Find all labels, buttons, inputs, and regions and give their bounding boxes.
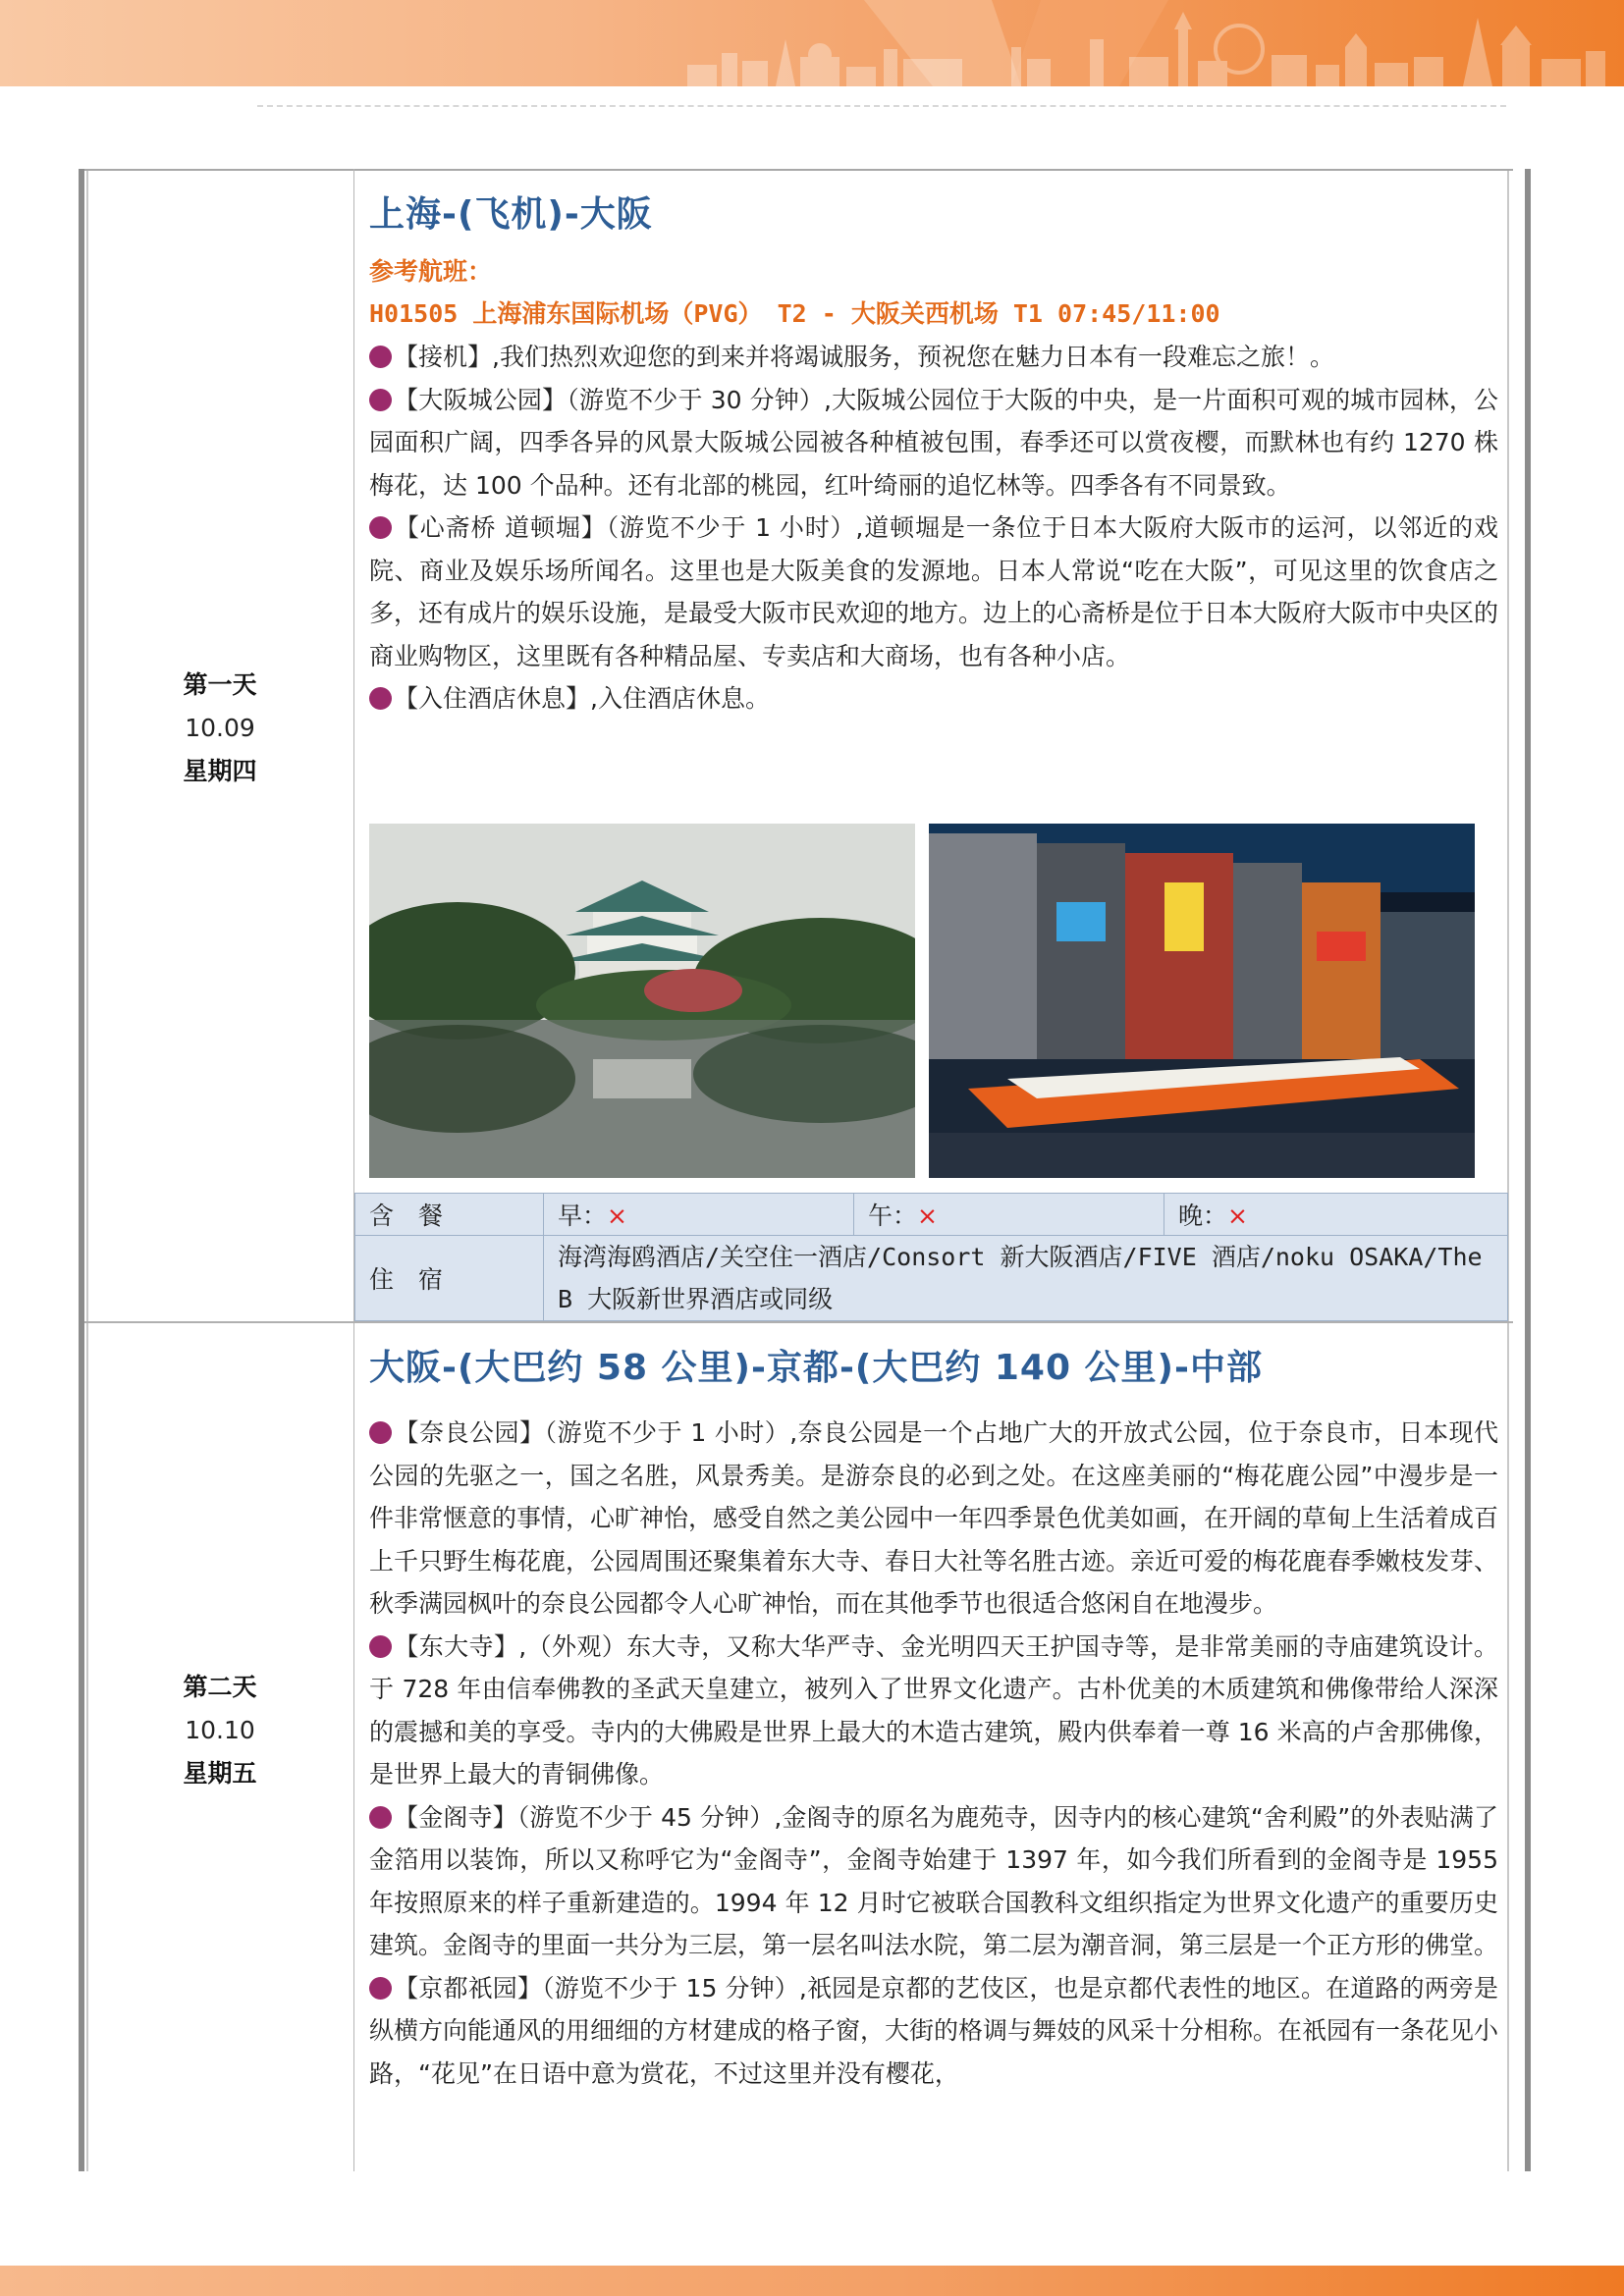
day2-label: [88, 1666, 352, 1795]
column-divider: [353, 169, 354, 2171]
lunch-cell: 午：×: [854, 1194, 1164, 1236]
day1-weekday: 星期四: [183, 757, 257, 785]
ref-flight-label: 参考航班：: [369, 257, 493, 286]
flight-info: H01505 上海浦东国际机场（PVG） T2 - 大阪关西机场 T1 07:45/11:00: [369, 299, 1220, 328]
meal-hotel-table: [354, 1193, 1508, 1321]
breakfast-cell: 早：×: [544, 1194, 854, 1236]
bullet-icon: [369, 389, 392, 411]
day1-label: [88, 664, 352, 793]
header-divider: [257, 105, 1506, 107]
frame-inner-line: [1507, 169, 1509, 2171]
day2-item-todaiji: 【东大寺】,（外观）东大寺，又称大华严寺、金光明四天王护国寺等，是非常美丽的寺庙建筑设计。于 728 年由信奉佛教的圣武天皇建立，被列入了世界文化遗产。古朴优美的木质建筑和佛像带给人深深的震撼和美的享受。寺内的大佛殿是世界上最大的木造古建筑，殿内供奉着一尊 16 米高的卢舍那佛像，是世界上最大的青铜佛像。: [369, 1631, 1498, 1789]
bullet-icon: [369, 1421, 392, 1444]
city-skyline-decoration: [0, 0, 1624, 86]
day2-date: 10.10: [185, 1716, 255, 1744]
meals-label: 含 餐: [355, 1194, 544, 1236]
day2-content: [369, 1335, 1498, 2167]
cross-icon: ×: [607, 1201, 627, 1230]
hotel-value: 海湾海鸥酒店/关空住一酒店/Consort 新大阪酒店/FIVE 酒店/noku OSAKA/The B 大阪新世界酒店或同级: [544, 1236, 1508, 1321]
hotel-row: [355, 1236, 1508, 1321]
day1-item-hotel: 【入住酒店休息】,入住酒店休息。: [369, 677, 1498, 721]
day2-title: 大阪-(大巴约 58 公里)-京都-(大巴约 140 公里)-中部: [369, 1348, 1263, 1388]
day1-content: [369, 183, 1498, 721]
table-top-border: [84, 169, 1513, 171]
dotonbori-photo: [929, 824, 1475, 1178]
day1-title: 上海-(飞机)-大阪: [369, 194, 653, 235]
bullet-icon: [369, 1977, 392, 2000]
row-divider: [84, 1321, 1513, 1323]
footer-band: [0, 2266, 1624, 2296]
cross-icon: ×: [917, 1201, 938, 1230]
bullet-icon: [369, 516, 392, 539]
day1-item-osaka-castle: 【大阪城公园】（游览不少于 30 分钟）,大阪城公园位于大阪的中央，是一片面积可观的城市园林，公园面积广阔，四季各异的风景大阪城公园被各种植被包围，春季还可以赏夜樱，而默林也有约 1270 株梅花，达 100 个品种。还有北部的桃园，红叶绮丽的追忆林等。四季各有不同景致。: [369, 385, 1498, 500]
day2-item-gion: 【京都祇园】（游览不少于 15 分钟）,祇园是京都的艺伎区，也是京都代表性的地区。在道路的两旁是纵横方向能通风的用细细的方材建成的格子窗，大街的格调与舞妓的风采十分相称。在祇园有一条花见小路，“花见”在日语中意为赏花，不过这里并没有樱花，: [369, 1973, 1498, 2088]
day1-photos: [369, 824, 1475, 1178]
day2-item-nara-park: 【奈良公园】（游览不少于 1 小时）,奈良公园是一个占地广大的开放式公园，位于奈良市，日本现代公园的先驱之一，国之名胜，风景秀美。是游奈良的必到之处。在这座美丽的“梅花鹿公园”中漫步是一件非常惬意的事情，心旷神怡，感受自然之美公园中一年四季景色优美如画，在开阔的草甸上生活着成百上千只野生梅花鹿，公园周围还聚集着东大寺、春日大社等名胜古迹。亲近可爱的梅花鹿春季嫩枝发芽、秋季满园枫叶的奈良公园都令人心旷神怡，而在其他季节也很适合悠闲自在地漫步。: [369, 1418, 1498, 1618]
day1-number: 第一天: [183, 670, 257, 699]
day2-item-kinkakuji: 【金阁寺】（游览不少于 45 分钟）,金阁寺的原名为鹿苑寺，因寺内的核心建筑“舍利殿”的外表贴满了金箔用以装饰，所以又称呼它为“金阁寺”，金阁寺始建于 1397 年，如今我们所看到的金阁寺是 1955 年按照原来的样子重新建造的。1994 年 12 月时它被联合国教科文组织指定为世界文化遗产的重要历史建筑。金阁寺的里面一共分为三层，第一层名叫法水院，第二层为潮音洞，第三层是一个正方形的佛堂。: [369, 1802, 1498, 1959]
header-banner: [0, 0, 1624, 86]
osaka-castle-photo: [369, 824, 915, 1178]
day1-item-pickup: 【接机】,我们热烈欢迎您的到来并将竭诚服务，预祝您在魅力日本有一段难忘之旅！。: [369, 336, 1498, 379]
frame-inner-line: [86, 169, 88, 2171]
day2-number: 第二天: [183, 1673, 257, 1701]
bullet-icon: [369, 1806, 392, 1829]
bullet-icon: [369, 687, 392, 710]
dinner-cell: 晚：×: [1164, 1194, 1508, 1236]
day2-weekday: 星期五: [183, 1759, 257, 1788]
day1-date: 10.09: [185, 714, 255, 742]
cross-icon: ×: [1227, 1201, 1248, 1230]
day1-item-dotonbori: 【心斋桥 道顿堀】（游览不少于 1 小时）,道顿堀是一条位于日本大阪府大阪市的运河，以邻近的戏院、商业及娱乐场所闻名。这里也是大阪美食的发源地。日本人常说“吃在大阪”，可见这里的饮食店之多，还有成片的娱乐设施，是最受大阪市民欢迎的地方。边上的心斋桥是位于日本大阪府大阪市中央区的商业购物区，这里既有各种精品屋、专卖店和大商场，也有各种小店。: [369, 513, 1499, 670]
bullet-icon: [369, 346, 392, 368]
bullet-icon: [369, 1635, 392, 1658]
hotel-label: 住 宿: [355, 1236, 544, 1321]
meals-row: [355, 1194, 1508, 1236]
